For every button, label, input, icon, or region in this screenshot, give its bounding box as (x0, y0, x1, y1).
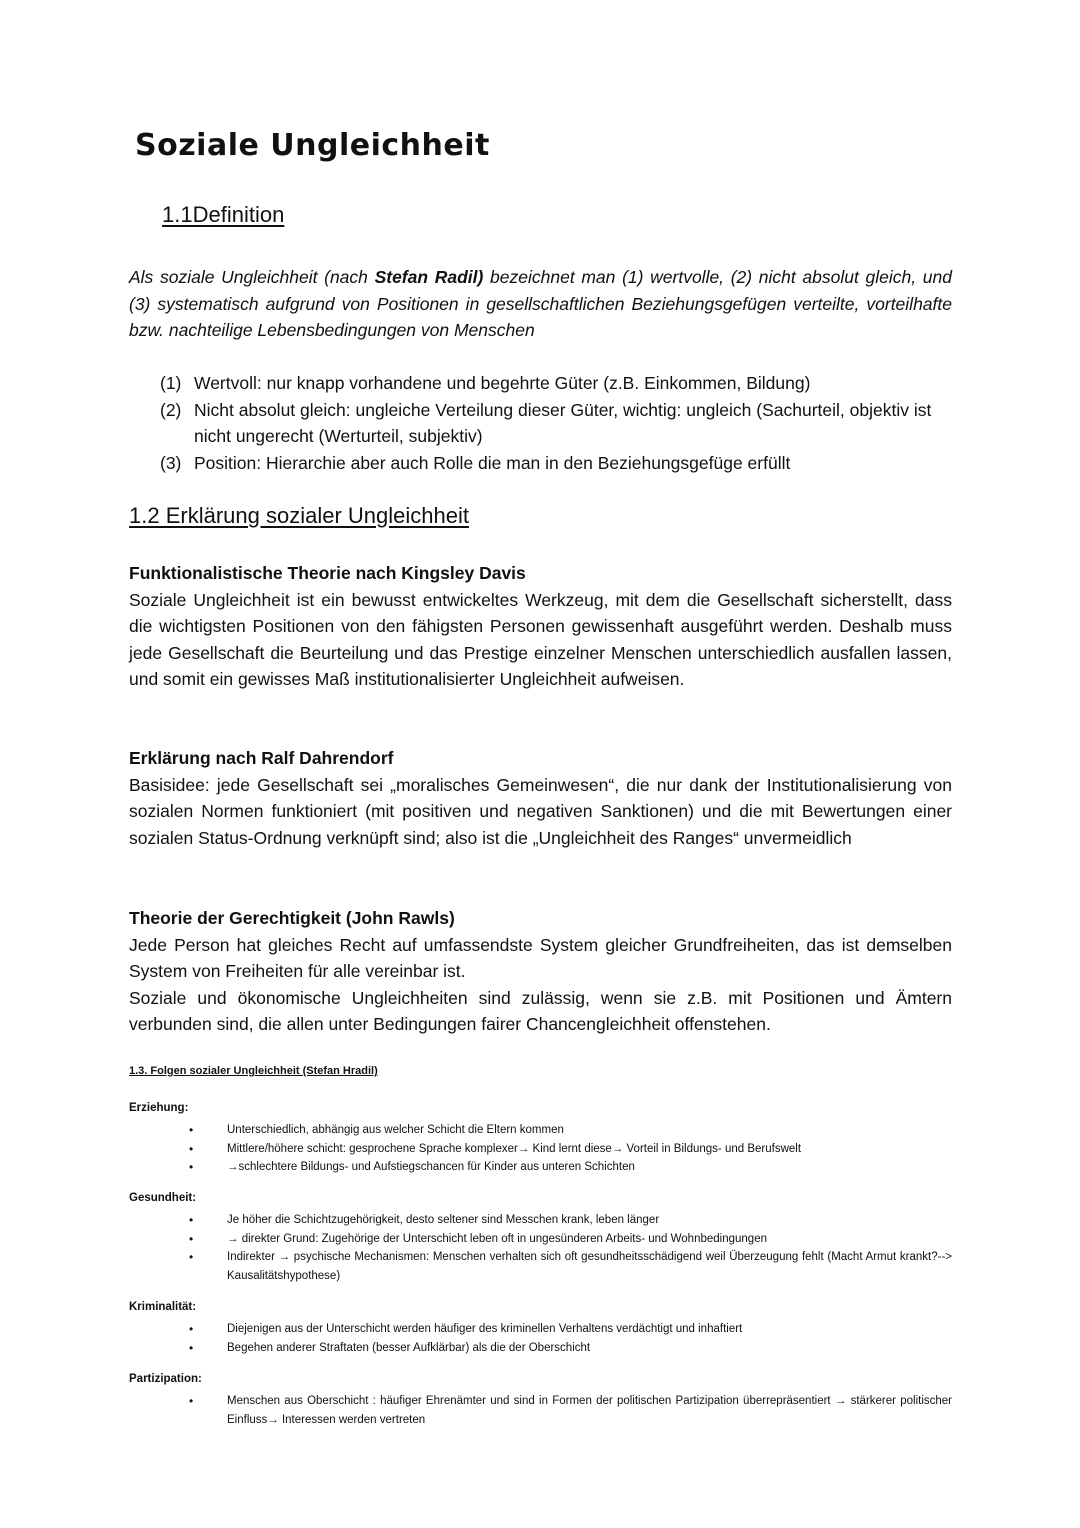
list-number: (2) (160, 399, 182, 420)
group-label: Erziehung: (129, 1102, 189, 1114)
list-text: Wertvoll: nur knapp vorhandene und begehrte Güter (z.B. Einkommen, Bildung) (194, 373, 811, 393)
group-label: Partizipation: (129, 1373, 202, 1385)
list-number: (1) (160, 373, 182, 393)
list-text: Diejenigen aus der Unterschicht werden häufiger des kriminellen Verhaltens verdächtigt und inhaftiert (227, 1323, 743, 1335)
list-text: → direkter Grund: Zugehörige der Unterschicht leben oft in ungesünderen Arbeits- und Wohnbedingungen (227, 1232, 767, 1245)
list-text: →schlechtere Bildungs- und Aufstiegschancen für Kinder aus unteren Schichten (227, 1161, 635, 1173)
list-item (129, 1158, 952, 1177)
bullet-icon: • (189, 1231, 194, 1246)
definition-text-end: bezeichnet man (1) wertvolle, (2) nicht absolut gleich, und (3) systematisch aufgrund von Positionen in gesellschaftlichen Beziehungsgefügen verteilte, vorteilhafte bzw. nachteilige Lebensbedingungen von Menschen (129, 267, 952, 340)
group-label: Gesundheit: (129, 1192, 197, 1204)
theory-paragraph: Soziale und ökonomische Ungleichheiten sind zulässig, wenn sie z.B. mit Positionen und Ämtern verbunden sind, die allen unter Bedingungen fairer Chancengleichheit offenstehen. (129, 987, 952, 1034)
list-text: Indirekter → psychische Mechanismen: Menschen verhalten sich oft gesundheitsschädigend weil Überzeugung fehlt (Macht Armut krankt?--> Kausalitätshypothese) (227, 1251, 952, 1282)
list-item (160, 370, 952, 397)
consequence-group-crime (129, 1299, 952, 1357)
bullet-list (129, 1121, 952, 1177)
list-text: Mittlere/höhere schicht: gesprochene Sprache komplexer→ Kind lernt diese→ Vorteil in Bildungs- und Berufswelt (227, 1142, 802, 1155)
list-item (129, 1320, 952, 1339)
bullet-icon: • (189, 1141, 194, 1156)
list-item (129, 1121, 952, 1140)
consequence-group-health (129, 1190, 952, 1285)
group-label: Kriminalität: (129, 1301, 197, 1313)
list-item (129, 1248, 952, 1285)
list-text: Unterschiedlich, abhängig aus welcher Schicht die Eltern kommen (227, 1124, 564, 1136)
section-heading-explanation: 1.2 Erklärung sozialer Ungleichheit (129, 503, 469, 528)
list-item (129, 1392, 952, 1429)
bullet-icon: • (189, 1394, 194, 1408)
bullet-icon: • (189, 1213, 194, 1227)
theory-title: Erklärung nach Ralf Dahrendorf (129, 748, 394, 768)
consequence-group-education (129, 1100, 952, 1177)
theory-dahrendorf (129, 745, 952, 851)
list-item (129, 1230, 952, 1249)
list-text: Menschen aus Oberschicht : häufiger Ehrenämter und sind in Formen der politischen Partizipation überrepräsentiert → stärkerer politischer Einfluss→ Interessen werden vertreten (227, 1395, 952, 1426)
list-item (129, 1211, 952, 1230)
theory-paragraph: Basisidee: jede Gesellschaft sei „moralisches Gemeinwesen“, die nur dank der Institutionalisierung von sozialen Normen funktioniert (mit positiven und negativen Sanktionen) und die mit Bewertungen einer sozialen Status-Ordnung verknüpft sind; also ist die „Ungleichheit des Ranges“ unvermeidlich (129, 774, 952, 848)
page-title: Soziale Ungleichheit (135, 128, 490, 163)
definition-criteria-list (160, 370, 952, 476)
bullet-icon: • (189, 1123, 194, 1137)
consequence-group-participation (129, 1371, 952, 1429)
bullet-list (129, 1392, 952, 1429)
section-heading-definition: 1.1Definition (162, 202, 285, 227)
definition-author: Stefan Radil) (374, 267, 484, 287)
theory-title: Funktionalistische Theorie nach Kingsley Davis (129, 563, 526, 583)
theory-davis (129, 560, 952, 693)
definition-paragraph (129, 264, 952, 344)
list-item (160, 397, 952, 450)
list-text: Begehen anderer Straftaten (besser Aufklärbar) als die der Oberschicht (227, 1341, 591, 1354)
list-item (129, 1339, 952, 1358)
bullet-list (129, 1320, 952, 1357)
list-number: (3) (160, 452, 182, 473)
theory-paragraph: Jede Person hat gleiches Recht auf umfassendste System gleicher Grundfreiheiten, das ist demselben System von Freiheiten für alle vereinbar ist. (129, 934, 952, 981)
bullet-icon: • (189, 1160, 194, 1174)
definition-text-start: Als soziale Ungleichheit (nach (129, 267, 375, 287)
theory-rawls (129, 905, 952, 1038)
list-text: Position: Hierarchie aber auch Rolle die man in den Beziehungsgefüge erfüllt (194, 452, 791, 473)
theory-title: Theorie der Gerechtigkeit (John Rawls) (129, 908, 455, 928)
list-text: Nicht absolut gleich: ungleiche Verteilung dieser Güter, wichtig: ungleich (Sachurteil, objektiv ist nicht ungerecht (Werturteil, subjektiv) (194, 399, 932, 446)
list-item (160, 450, 952, 477)
bullet-icon: • (189, 1340, 194, 1355)
section-heading-consequences: 1.3. Folgen sozialer Ungleichheit (Stefan Hradil) (129, 1065, 378, 1077)
list-item (129, 1140, 952, 1159)
list-text: Je höher die Schichtzugehörigkeit, desto seltener sind Messchen krank, leben länger (227, 1214, 660, 1226)
bullet-list (129, 1211, 952, 1285)
bullet-icon: • (189, 1250, 194, 1264)
bullet-icon: • (189, 1322, 194, 1336)
theory-paragraph: Soziale Ungleichheit ist ein bewusst entwickeltes Werkzeug, mit dem die Gesellschaft sicherstellt, dass die wichtigsten Positionen von den fähigsten Personen gewissenhaft ausgeführt werden. Deshalb muss jede Gesellschaft die Beurteilung und das Prestige einzelner Menschen unterschiedlich ausfallen lassen, und somit ein gewisses Maß institutionalisierter Ungleichheit aufweisen. (129, 589, 952, 689)
